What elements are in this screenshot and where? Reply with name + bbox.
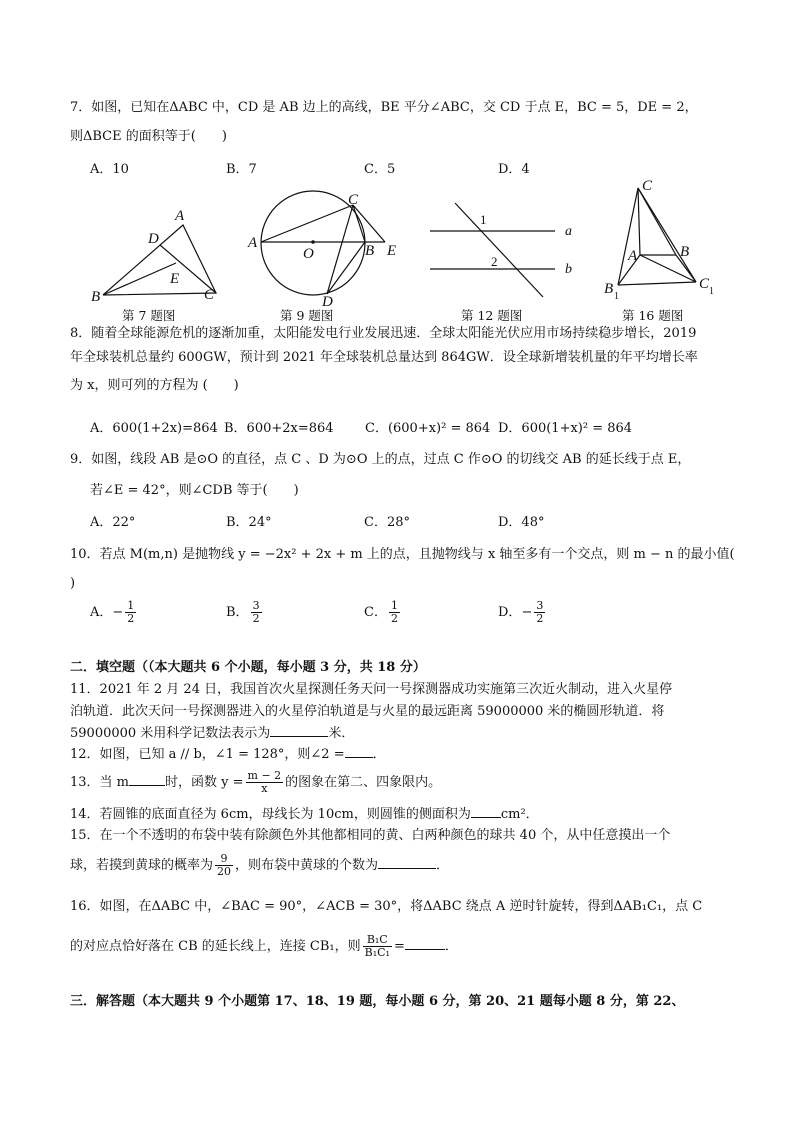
fig9-caption: 第 9 题图 [280, 308, 334, 323]
fig16-label-c: C [642, 178, 653, 194]
q15-stem-line2: 球，若摸到黄球的概率为 $\frac{9}{20}$ ，则布袋中黄球的个数为 ． [70, 852, 450, 878]
q10-option-a: A．− $\frac{1}{2}$ [90, 599, 135, 625]
q10-option-a-fraction: $\frac{1}{2}$ [127, 599, 135, 625]
q10-option-c: C． $\frac{1}{2}$ [364, 599, 398, 625]
q12-answer-blank [345, 757, 373, 758]
q11-stem-line3: 59000000 米用科学记数法表示为 米． [70, 726, 355, 741]
fig16-label-b1: B [604, 281, 614, 297]
fig7-label-d: D [148, 231, 159, 247]
fig9-label-a: A [248, 235, 258, 251]
q10-option-b: B． $\frac{3}{2}$ [226, 599, 260, 625]
fig7-label-c: C [204, 287, 215, 303]
q8-stem-line1: 8．随着全球能源危机的逐渐加重，太阳能发电行业发展迅速．全球太阳能光伏应用市场持续稳步增长，2019 [70, 326, 697, 341]
q7-option-b: B．7 [226, 162, 257, 177]
q9-option-c: C．28° [364, 515, 410, 530]
fig12-label-b: b [565, 262, 572, 277]
q8-stem-line2: 年全球装机总量约 600GW，预计到 2021 年全球装机总量达到 864GW．设全球新增装机量的年平均增长率 [70, 350, 698, 365]
q16-stem-line1: 16．如图，在ΔABC 中，∠BAC = 90°，∠ACB = 30°，将ΔABC 绕点 A 逆时针旋转，得到ΔAB₁C₁，点 C [70, 899, 703, 914]
section-2-title: 二．填空题（（本大题共 6 个小题，每小题 3 分，共 18 分） [70, 660, 426, 675]
q8-option-c: C．(600+x)² = 864 [365, 421, 491, 436]
fig9-label-o: O [303, 246, 314, 262]
figure-9 [245, 188, 405, 308]
q12-stem: 12．如图，已知 a // b，∠1 = 128°，则∠2 = ． [70, 747, 386, 762]
fig12-label-2: 2 [491, 254, 498, 269]
q10-stem-line2: ) [70, 576, 76, 591]
fig16-caption: 第 16 题图 [622, 308, 684, 323]
fig12-label-1: 1 [480, 212, 487, 227]
q9-stem-line2: 若∠E = 42°，则∠CDB 等于( ) [90, 483, 299, 498]
fig7-label-b: B [91, 289, 101, 305]
q16-stem-line2: 的对应点恰好落在 CB 的延长线上，连接 CB₁，则 $\frac{\text{B₁C}}{\text{B₁C₁}}$ = ． [70, 933, 458, 959]
q11-stem-line2: 泊轨道．此次天问一号探测器进入的火星停泊轨道是与火星的最远距离 59000000 米的椭圆形轨道．将 [70, 704, 665, 719]
fig16-label-c1: C [699, 276, 710, 292]
q9-option-b: B．24° [226, 515, 272, 530]
q8-option-a: A．600(1+2x)=864 [90, 421, 218, 436]
fig9-label-c: C [348, 192, 359, 208]
q8-option-b: B．600+2x=864 [224, 421, 334, 436]
q13-stem: 13．当 m 时，函数 y = $\frac{m - 2}{x}$ 的图象在第二、四象限内。 [70, 769, 442, 795]
q7-option-d: D．4 [498, 162, 530, 177]
fig16-label-a: A [628, 248, 638, 264]
q16-fraction: $\frac{\text{B₁C}}{\text{B₁C₁}}$ [364, 933, 390, 959]
fig12-caption: 第 12 题图 [461, 308, 523, 323]
q15-answer-blank [378, 868, 436, 869]
q10-option-c-fraction: $\frac{1}{2}$ [390, 599, 398, 625]
figure-16 [600, 178, 720, 303]
fig12-label-a: a [565, 224, 572, 239]
fig16-label-b: B [680, 244, 690, 260]
q14-answer-blank [471, 817, 501, 818]
q16-answer-blank [405, 949, 445, 950]
q8-stem-line3: 为 x，则可列的方程为 ( ) [70, 378, 239, 393]
q9-option-a: A．22° [90, 515, 136, 530]
figure-12 [425, 200, 585, 300]
fig16-label-c1-sub: 1 [709, 286, 714, 297]
q7-option-c: C．5 [364, 162, 396, 177]
q11-stem-line1: 11．2021 年 2 月 24 日，我国首次火星探测任务天问一号探测器成功实施第三次近火制动，进入火星停 [70, 682, 673, 697]
q7-option-a: A．10 [90, 162, 129, 177]
q10-option-d-fraction: $\frac{3}{2}$ [536, 599, 544, 625]
fig7-label-e: E [170, 271, 180, 287]
fig9-label-d: D [322, 294, 333, 310]
fig7-caption: 第 7 题图 [122, 308, 176, 323]
q10-option-b-fraction: $\frac{3}{2}$ [252, 599, 260, 625]
fig9-label-e: E [387, 243, 397, 259]
q14-stem: 14．若圆锥的底面直径为 6cm，母线长为 10cm，则圆锥的侧面积为 cm²． [70, 807, 539, 822]
section-3-title: 三．解答题（本大题共 9 个小题第 17、18、19 题，每小题 6 分，第 20、21 题每小题 8 分，第 22、 [70, 994, 685, 1009]
q15-fraction: $\frac{9}{20}$ [217, 852, 232, 878]
figure-7 [88, 205, 228, 305]
q10-option-d: D．− $\frac{3}{2}$ [498, 599, 544, 625]
q13-answer-blank [129, 785, 165, 786]
q13-fraction: $\frac{m - 2}{x}$ [247, 769, 282, 795]
q7-stem-line2: 则ΔBCE 的面积等于( ) [70, 129, 227, 144]
q15-stem-line1: 15．在一个不透明的布袋中装有除颜色外其他都相同的黄、白两种颜色的球共 40 个，从中任意摸出一个 [70, 828, 671, 843]
fig16-label-b1-sub: 1 [614, 291, 619, 302]
fig7-label-a: A [175, 208, 185, 224]
q10-stem-line1: 10．若点 M(m,n) 是抛物线 y = −2x² + 2x + m 上的点，且抛物线与 x 轴至多有一个交点，则 m − n 的最小值( [70, 547, 735, 562]
fig9-label-b: B [365, 243, 375, 259]
q9-option-d: D．48° [498, 515, 545, 530]
q8-option-d: D．600(1+x)² = 864 [498, 421, 633, 436]
q11-answer-blank [270, 736, 328, 737]
q9-stem-line1: 9．如图，线段 AB 是⊙O 的直径，点 C 、D 为⊙O 上的点，过点 C 作⊙O 的切线交 AB 的延长线于点 E， [70, 452, 691, 467]
q7-stem-line1: 7．如图，已知在ΔABC 中，CD 是 AB 边上的高线，BE 平分∠ABC，交 CD 于点 E，BC = 5，DE = 2， [70, 100, 698, 115]
